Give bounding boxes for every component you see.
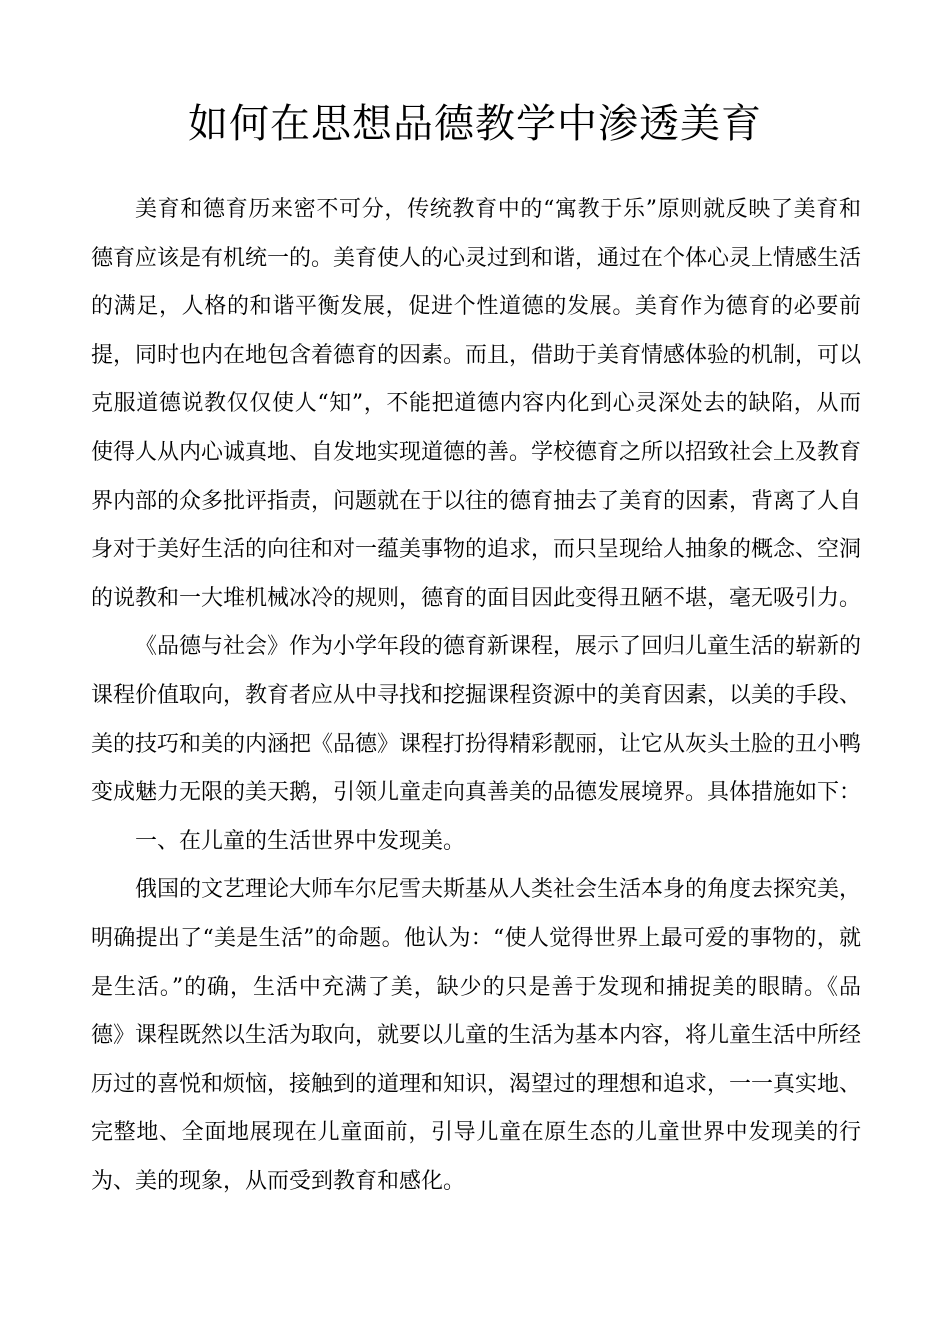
document-body bbox=[91, 186, 861, 1206]
paragraph-life-beauty: 俄国的文艺理论大师车尔尼雪夫斯基从人类社会生活本身的角度去探究美，明确提出了“美是生活”的命题。他认为：“使人觉得世界上最可爱的事物的，就是生活。”的确，生活中充满了美，缺少的只是善于发现和捕捉美的眼睛。《品德》课程既然以生活为取向，就要以儿童的生活为基本内容，将儿童生活中所经历过的喜悦和烦恼，接触到的道理和知识，渴望过的理想和追求，一一真实地、完整地、全面地展现在儿童面前，引导儿童在原生态的儿童世界中发现美的行为、美的现象，从而受到教育和感化。 bbox=[91, 877, 862, 1194]
paragraph-curriculum: 《品德与社会》作为小学年段的德育新课程，展示了回归儿童生活的崭新的课程价值取向，教育者应从中寻找和挖掘课程资源中的美育因素，以美的手段、美的技巧和美的内涵把《品德》课程打扮得精彩靓丽，让它从灰头土脸的丑小鸭变成魅力无限的美天鹅，引领儿童走向真善美的品德发展境界。具体措施如下： bbox=[91, 634, 862, 806]
section-heading-1: 一、在儿童的生活世界中发现美。 bbox=[135, 828, 466, 854]
paragraph-intro: 美育和德育历来密不可分，传统教育中的“寓教于乐”原则就反映了美育和德育应该是有机统一的。美育使人的心灵过到和谐，通过在个体心灵上情感生活的满足，人格的和谐平衡发展，促进个性道德的发展。美育作为德育的必要前提，同时也内在地包含着德育的因素。而且，借助于美育情感体验的机制，可以克服道德说教仅仅使人“知”，不能把道德内容内化到心灵深处去的缺陷，从而使得人从内心诚真地、自发地实现道德的善。学校德育之所以招致社会上及教育界内部的众多批评指责，问题就在于以往的德育抽去了美育的因素，背离了人自身对于美好生活的向往和对一蕴美事物的追求，而只呈现给人抽象的概念、空洞的说教和一大堆机械冰冷的规则，德育的面目因此变得丑陋不堪，毫无吸引力。 bbox=[91, 197, 862, 611]
document-title: 如何在思想品德教学中渗透美育 bbox=[188, 101, 762, 147]
